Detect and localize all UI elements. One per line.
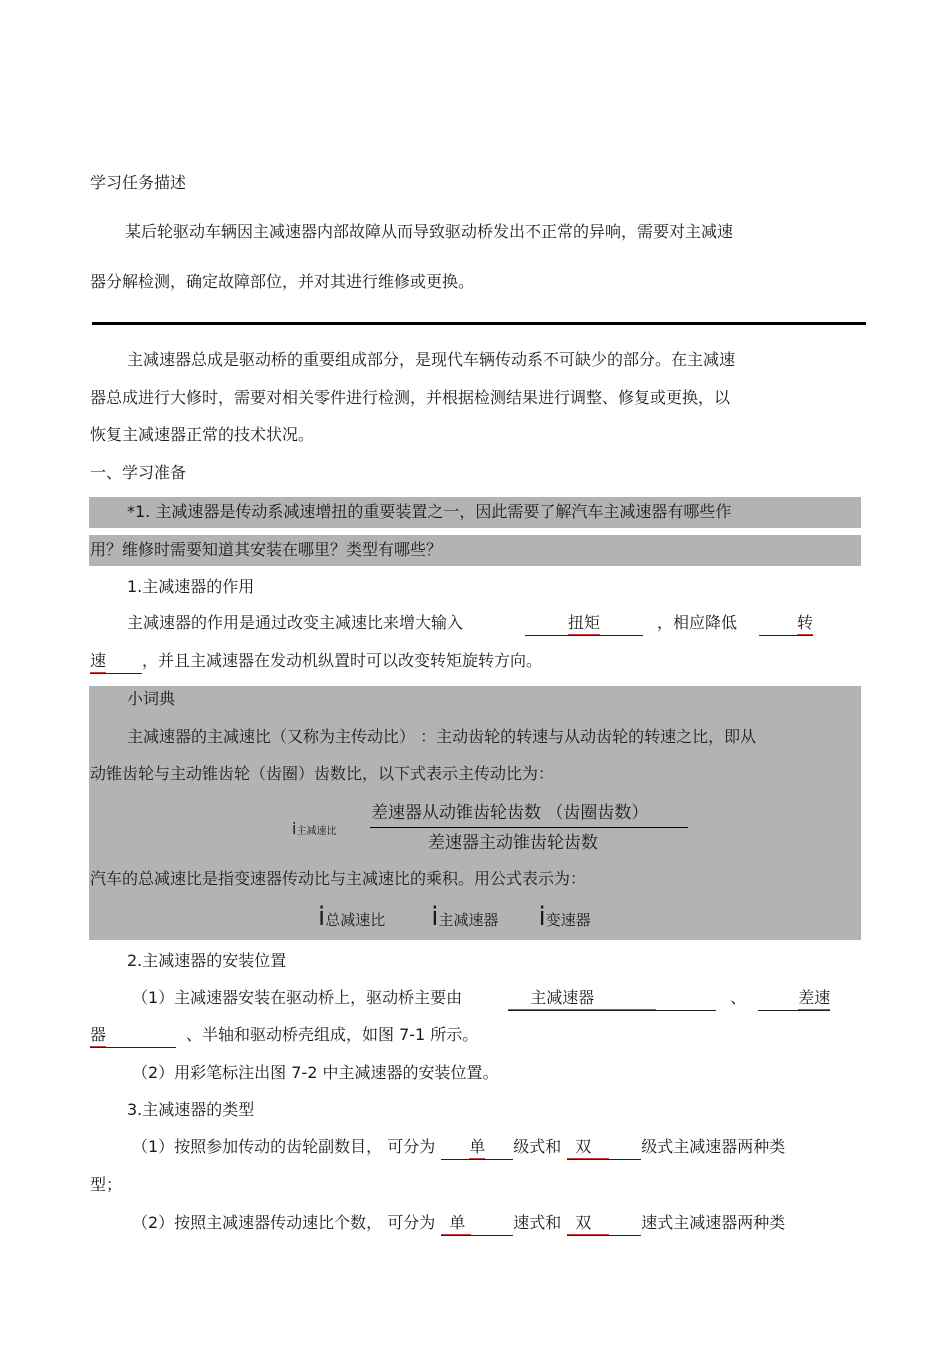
answer-blank-single-stage xyxy=(441,1136,513,1160)
answer-final-drive: 主减速器 xyxy=(508,987,656,1010)
answer-single-speed: 单 xyxy=(441,1212,471,1235)
answer-double-stage: 双 xyxy=(567,1136,609,1159)
function-line1 xyxy=(127,612,813,636)
types-line2: 型； xyxy=(90,1175,123,1194)
answer-blank-final-drive xyxy=(508,987,716,1011)
question-1-line2: 用？维修时需要知道其安装在哪里？类型有哪些？ xyxy=(90,540,443,559)
location-line2 xyxy=(90,1024,478,1048)
types-text-a: （1）按照参加传动的齿轮副数目， 可分为 xyxy=(132,1137,436,1156)
answer-torque: 扭矩 xyxy=(568,612,600,635)
glossary-line1: 主减速器的主减速比（又称为主传动比） ：主动齿轮的转速与从动齿轮的转速之比，即从 xyxy=(127,727,757,746)
types-text-b: 级式和 xyxy=(513,1137,562,1156)
answer-speed-part2: 速 xyxy=(90,650,106,673)
subsection-function-title: 1.主减速器的作用 xyxy=(127,577,255,596)
answer-blank-diff-b xyxy=(90,1024,176,1048)
task-text-line2: 器分解检测，确定故障部位，并对其进行维修或更换。 xyxy=(90,272,475,291)
answer-speed-part1: 转 xyxy=(797,612,813,635)
answer-blank-double-stage xyxy=(567,1136,641,1160)
formula2 xyxy=(318,902,591,935)
section-heading-preparation: 一、学习准备 xyxy=(90,463,187,482)
types-line1 xyxy=(132,1136,785,1160)
answer-differential-part1: 差速 xyxy=(798,987,830,1010)
subsection-types-title: 3.主减速器的类型 xyxy=(127,1100,255,1119)
types-text-f: 速式主减速器两种类 xyxy=(641,1213,786,1232)
formula2-subscript-final: 主减速器 xyxy=(438,911,499,929)
location-text-c: 、半轴和驱动桥壳组成，如图 7-1 所示。 xyxy=(186,1025,479,1044)
answer-blank-double-speed xyxy=(567,1212,641,1236)
answer-blank-speed-b xyxy=(90,650,142,674)
question-1-line1: *1. 主减速器是传动系减速增扭的重要装置之一，因此需要了解汽车主减速器有哪些作 xyxy=(127,502,732,521)
formula1-lhs xyxy=(292,818,336,843)
section-divider xyxy=(92,322,866,325)
function-text-c: ，并且主减速器在发动机纵置时可以改变转矩旋转方向。 xyxy=(142,651,543,670)
answer-single-stage: 单 xyxy=(469,1136,485,1159)
types-text-d: （2）按照主减速器传动速比个数， 可分为 xyxy=(132,1213,436,1232)
answer-blank-diff-a xyxy=(758,987,830,1011)
intro-line2: 器总成进行大修时，需要对相关零件进行检测，并根据检测结果进行调整、修复或更换，以 xyxy=(90,388,731,407)
formula1-subscript: 主减速比 xyxy=(296,826,337,837)
formula2-i-total: i xyxy=(318,902,326,932)
types-text-e: 速式和 xyxy=(513,1213,562,1232)
formula1-numerator: 差速器从动锥齿轮齿数 （齿圈齿数） xyxy=(371,803,649,823)
types-text-c: 级式主减速器两种类 xyxy=(641,1137,786,1156)
answer-double-speed: 双 xyxy=(567,1212,609,1235)
location-text-a: （1）主减速器安装在驱动桥上，驱动桥主要由 xyxy=(132,988,463,1007)
location-line1 xyxy=(132,987,830,1011)
answer-blank-single-speed xyxy=(441,1212,513,1236)
location-text-b: 、 xyxy=(730,988,747,1007)
glossary-title: 小词典 xyxy=(127,689,176,708)
intro-line1: 主减速器总成是驱动桥的重要组成部分，是现代车辆传动系不可缺少的部分。在主减速 xyxy=(127,350,736,369)
task-heading: 学习任务描述 xyxy=(90,173,187,192)
answer-differential-part2: 器 xyxy=(90,1024,106,1047)
formula2-i-final: i xyxy=(431,902,439,932)
formula2-subscript-gearbox: 变速器 xyxy=(545,911,591,929)
function-text-b: ，相应降低 xyxy=(657,613,738,632)
formula2-subscript-total: 总减速比 xyxy=(325,911,386,929)
formula1-i: i xyxy=(292,819,297,838)
function-line2 xyxy=(90,650,542,674)
location-line3: （2）用彩笔标注出图 7-2 中主减速器的安装位置。 xyxy=(132,1063,499,1082)
formula2-i-gearbox: i xyxy=(538,902,546,932)
answer-blank-torque xyxy=(525,612,643,636)
task-text-line1: 某后轮驱动车辆因主减速器内部故障从而导致驱动桥发出不正常的异响，需要对主减速 xyxy=(125,222,734,241)
intro-line3: 恢复主减速器正常的技术状况。 xyxy=(90,425,315,444)
function-text-a: 主减速器的作用是通过改变主减速比来增大输入 xyxy=(127,613,464,632)
glossary-line3: 汽车的总减速比是指变速器传动比与主减速比的乘积。用公式表示为： xyxy=(90,869,587,888)
answer-blank-speed-a xyxy=(759,612,813,636)
subsection-location-title: 2.主减速器的安装位置 xyxy=(127,951,287,970)
formula1-fraction-bar xyxy=(370,827,688,828)
types-line3 xyxy=(132,1212,785,1236)
glossary-line2: 动锥齿轮与主动锥齿轮（齿圈）齿数比，以下式表示主传动比为： xyxy=(90,764,555,783)
formula1-denominator: 差速器主动锥齿轮齿数 xyxy=(428,833,598,853)
